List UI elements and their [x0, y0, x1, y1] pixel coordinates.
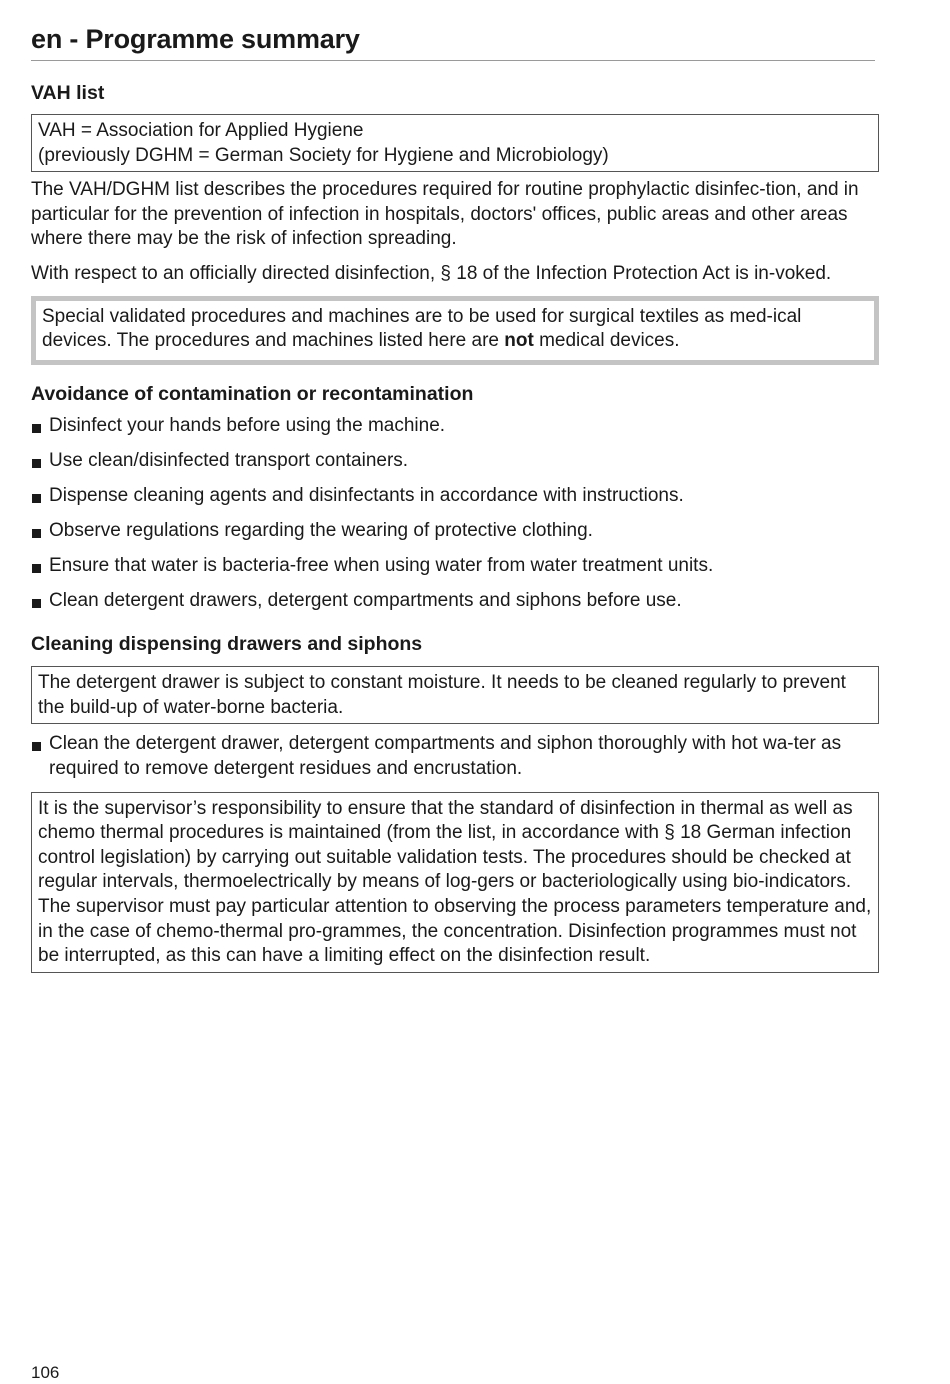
section-heading-vah: VAH list: [31, 82, 105, 104]
square-bullet-icon: [32, 529, 41, 538]
square-bullet-icon: [32, 564, 41, 573]
list-item: [31, 414, 879, 439]
note-emphasis: not: [504, 330, 534, 352]
list-item: [31, 449, 879, 474]
section-heading-contamination: Avoidance of contamination or recontamination: [31, 382, 474, 405]
list-item-text: Clean detergent drawers, detergent compartments and siphons before use.: [49, 589, 682, 611]
list-item-text: Disinfect your hands before using the machine.: [49, 414, 446, 436]
square-bullet-icon: [32, 494, 41, 503]
note-text-before: Special validated procedures and machines are to be used for surgical textiles as med-ical devices. The procedures and machines listed here are: [42, 305, 802, 352]
infection-act-paragraph: With respect to an officially directed disinfection, § 18 of the Infection Protection Act is in-voked.: [31, 262, 832, 284]
note-text-after: medical devices.: [533, 330, 680, 352]
list-item: [31, 732, 879, 781]
list-item: [31, 484, 879, 509]
title-divider: [31, 60, 875, 61]
dghm-definition-line: (previously DGHM = German Society for Hygiene and Microbiology): [38, 144, 609, 166]
medical-devices-note: [31, 296, 879, 365]
section-heading-cleaning: Cleaning dispensing drawers and siphons: [31, 633, 423, 656]
square-bullet-icon: [32, 599, 41, 608]
list-item-text: Ensure that water is bacteria-free when using water from water treatment units.: [49, 554, 714, 576]
vah-definition-box: [31, 114, 879, 172]
list-item: [31, 554, 879, 579]
vah-definition-line: VAH = Association for Applied Hygiene: [38, 120, 364, 141]
list-item-text: Use clean/disinfected transport containers.: [49, 449, 409, 471]
supervisor-responsibility-box: It is the supervisor’s responsibility to ensure that the standard of disinfection in thermal as well as chemo thermal procedures is maintained (from the list, in accordance with § 18 German infection control legislation) by carrying out suitable validation tests. The procedures should be checked at regular intervals, thermoelectrically by means of log-gers or bacteriologically using bio-indicators. The supervisor must pay particular attention to observing the process parameters temperature and, in the case of chemo-thermal pro-grammes, the concentration. Disinfection programmes must not be interrupted, as this can have a limiting effect on the disinfection result.: [31, 792, 879, 973]
square-bullet-icon: [32, 424, 41, 433]
list-item-text: Observe regulations regarding the wearing of protective clothing.: [49, 519, 593, 541]
page-number: 106: [31, 1363, 60, 1382]
list-item-text: Dispense cleaning agents and disinfectants in accordance with instructions.: [49, 484, 684, 506]
page-title: en - Programme summary: [31, 24, 360, 54]
list-item: [31, 589, 879, 614]
contamination-list: [31, 414, 879, 614]
list-item-text: Clean the detergent drawer, detergent compartments and siphon thoroughly with hot wa-ter as required to remove detergent residues and encrustation.: [49, 733, 842, 780]
cleaning-list: [31, 732, 879, 781]
square-bullet-icon: [32, 742, 41, 751]
vah-paragraph: The VAH/DGHM list describes the procedures required for routine prophylactic disinfec-tion, and in particular for the prevention of infection in hospitals, doctors' offices, public areas and other areas where there may be the risk of infection spreading.: [31, 179, 859, 250]
square-bullet-icon: [32, 459, 41, 468]
detergent-drawer-box: The detergent drawer is subject to constant moisture. It needs to be cleaned regularly to prevent the build-up of water-borne bacteria.: [31, 666, 879, 724]
document-page: [31, 0, 879, 973]
list-item: [31, 519, 879, 544]
